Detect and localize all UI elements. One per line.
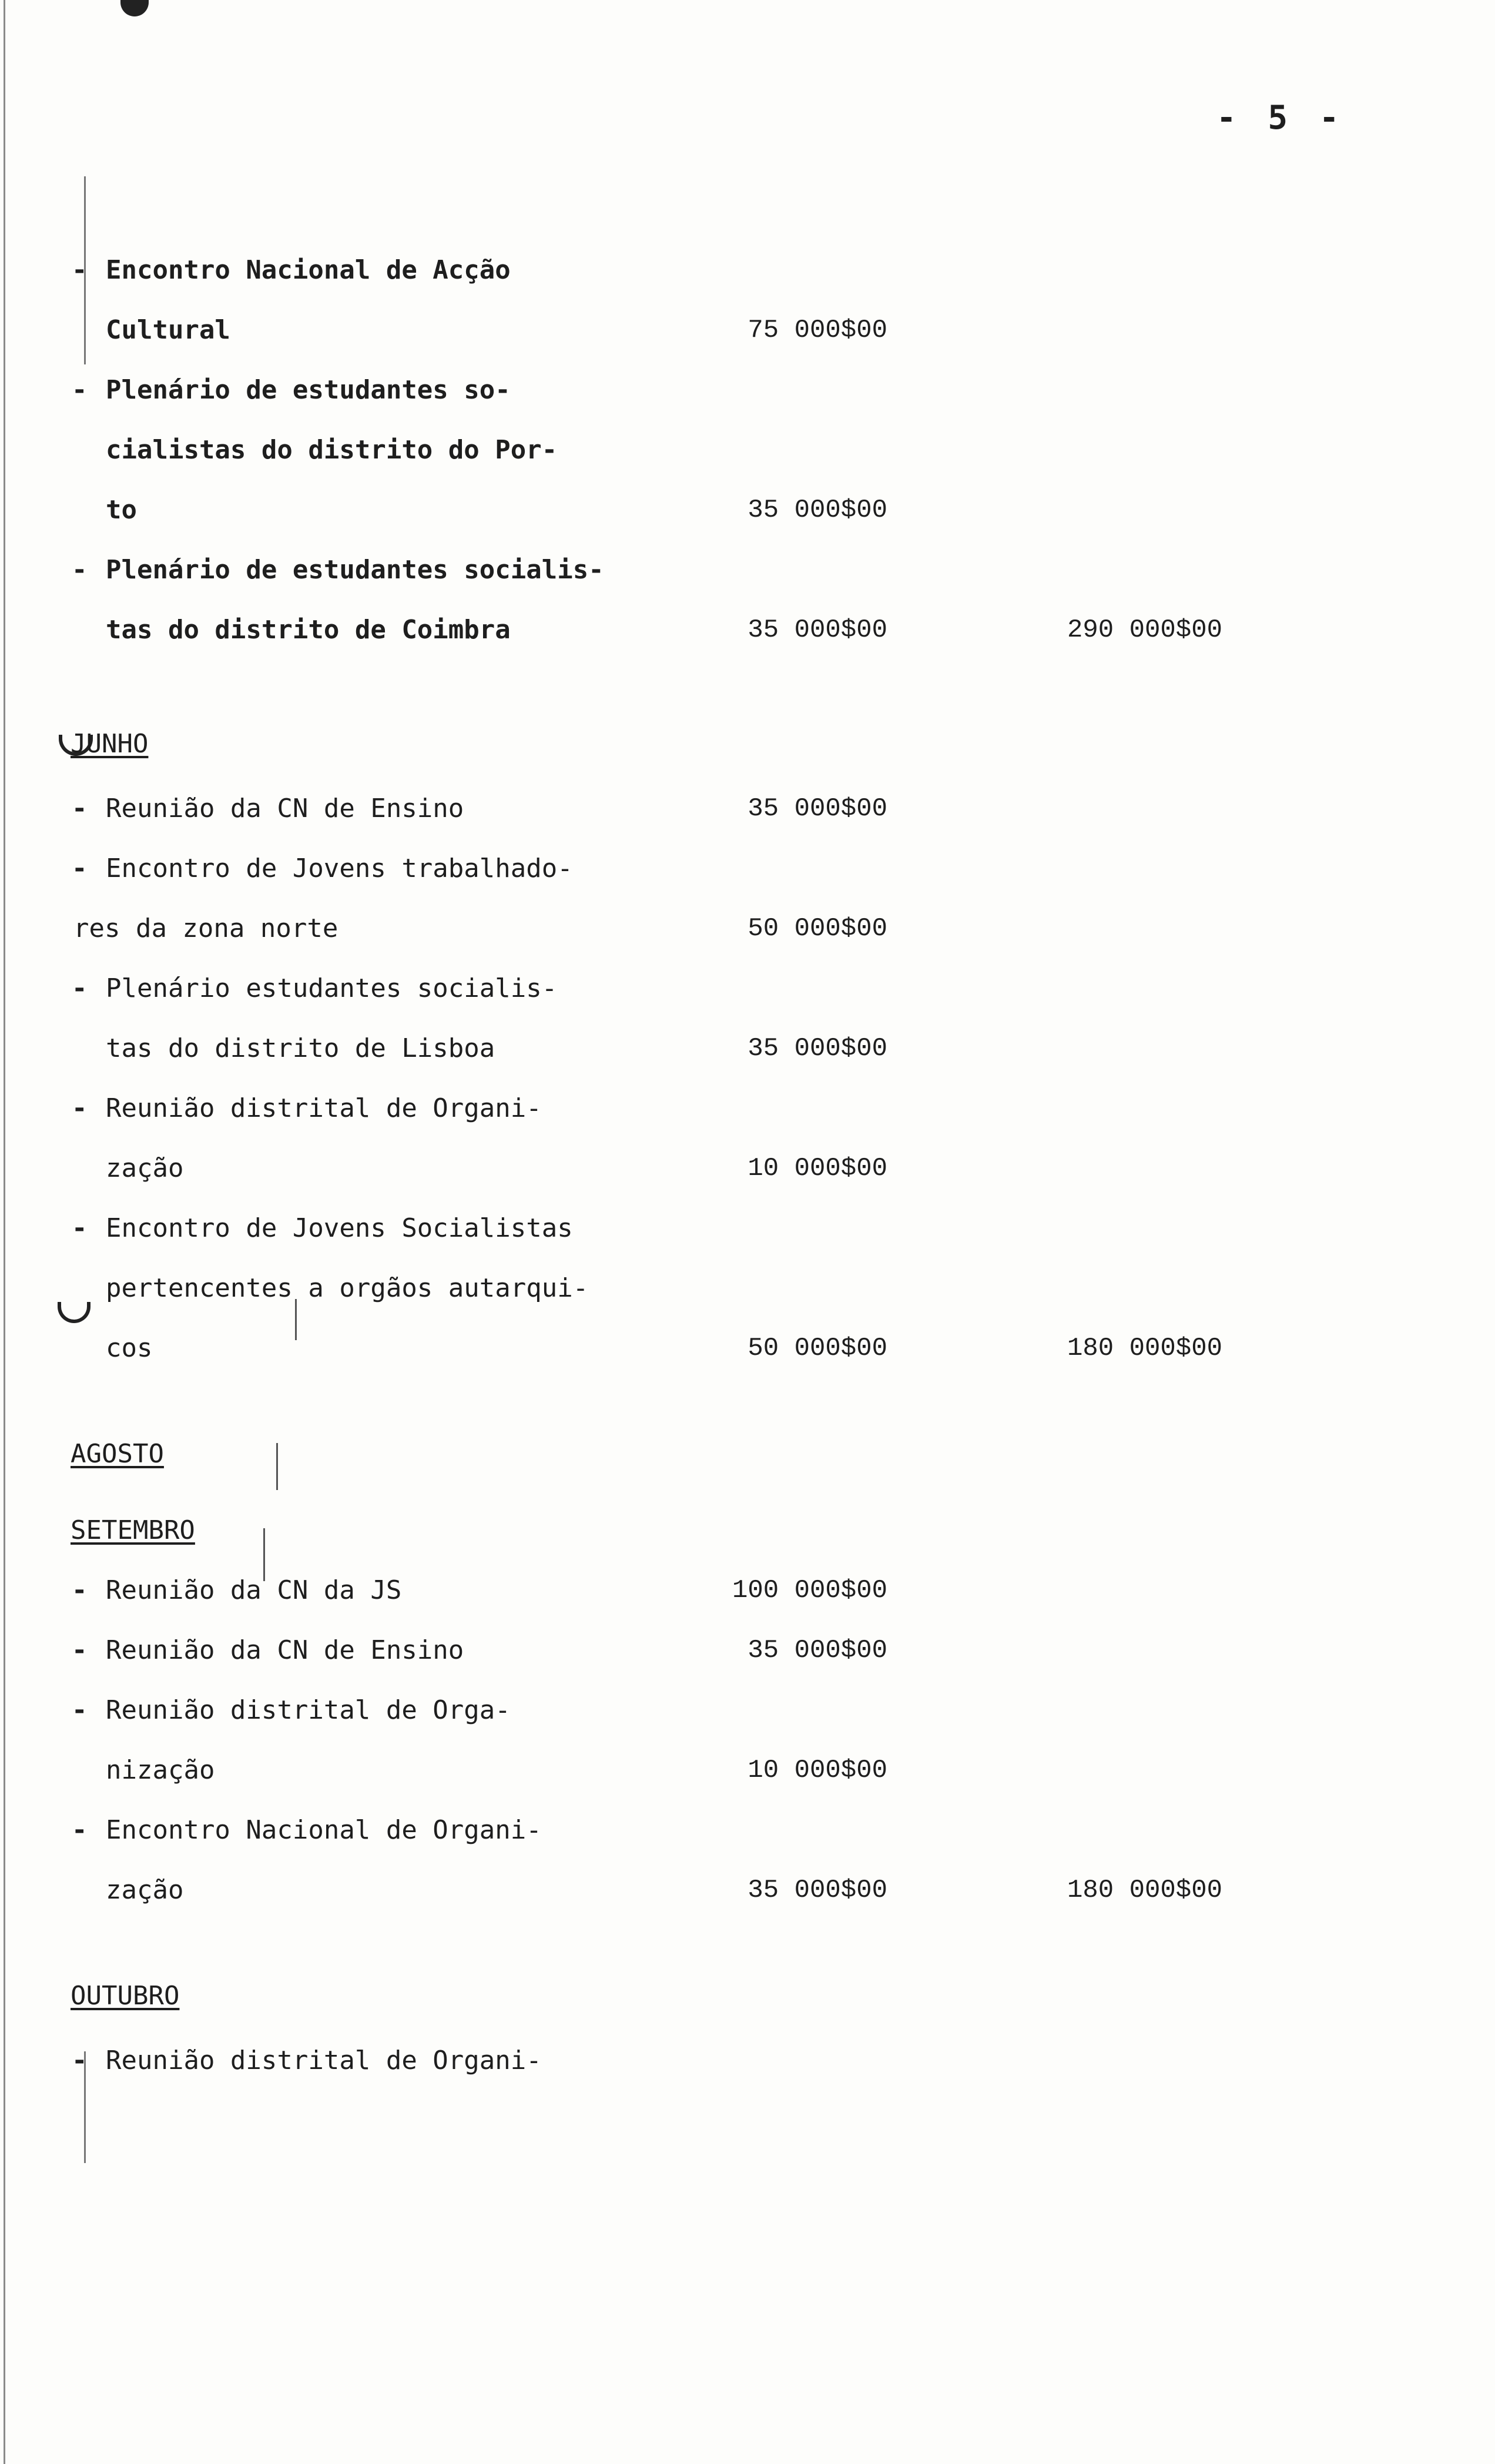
item-line: Encontro Nacional de Acção [106,255,511,285]
item-line: zação [106,1875,184,1905]
item-line: cialistas do distrito do Por- [106,435,558,465]
item-line: Reunião da CN de Ensino [106,794,464,823]
bullet-dash: - [72,1635,88,1665]
left-margin-edge [4,0,5,2464]
item-amount: 75 000$00 [748,316,887,345]
item-line: nização [106,1755,215,1785]
item-amount: 10 000$00 [748,1756,887,1785]
item-line: Encontro Nacional de Organi- [106,1815,542,1845]
item-amount: 50 000$00 [748,914,887,943]
bullet-dash: - [72,255,88,285]
item-amount: 35 000$00 [748,1876,887,1905]
bullet-dash: - [72,555,88,585]
scan-mark-agosto [276,1443,278,1490]
item-line: to [106,495,137,525]
bullet-dash: - [72,973,88,1003]
item-line: tas do distrito de Coimbra [106,615,511,645]
month-heading-agosto: AGOSTO [71,1439,164,1469]
month-heading-outubro: OUTUBRO [71,1981,180,2011]
item-amount: 35 000$00 [748,615,887,645]
item-line: Reunião distrital de Orga- [106,1695,511,1725]
section-total: 180 000$00 [1067,1334,1222,1363]
bullet-dash: - [72,1815,88,1845]
section-total: 290 000$00 [1067,615,1222,645]
bullet-dash: - [72,375,88,405]
section-total: 180 000$00 [1067,1876,1222,1905]
item-line: Reunião da CN da JS [106,1575,402,1605]
bullet-dash: - [72,794,88,823]
item-line: Encontro de Jovens Socialistas [106,1213,573,1243]
item-line: Reunião distrital de Organi- [106,2045,542,2075]
item-line: cos [106,1333,153,1363]
item-amount: 35 000$00 [748,1636,887,1665]
item-line: Plenário de estudantes so- [106,375,511,405]
hook-mark-pertencentes [58,1302,90,1323]
month-heading-junho: JUNHO [71,729,149,759]
bullet-dash: - [72,853,88,883]
item-amount: 35 000$00 [748,1034,887,1063]
item-line: Plenário estudantes socialis- [106,973,558,1003]
item-amount: 50 000$00 [748,1334,887,1363]
page-number: - 5 - [1216,99,1345,137]
item-line: res da zona norte [73,913,338,943]
item-amount: 35 000$00 [748,794,887,823]
item-line: tas do distrito de Lisboa [106,1033,495,1063]
item-line: Plenário de estudantes socialis- [106,555,604,585]
item-amount: 10 000$00 [748,1154,887,1183]
item-amount: 35 000$00 [748,496,887,525]
bullet-dash: - [72,1093,88,1123]
bullet-dash: - [72,1213,88,1243]
month-heading-setembro: SETEMBRO [71,1515,195,1545]
item-amount: 100 000$00 [732,1576,887,1605]
bullet-dash: - [72,2045,88,2075]
bullet-dash: - [72,1695,88,1725]
item-line: zação [106,1153,184,1183]
item-line: Reunião da CN de Ensino [106,1635,464,1665]
item-line: Reunião distrital de Organi- [106,1093,542,1123]
item-line: Encontro de Jovens trabalhado- [106,853,573,883]
item-line: pertencentes a orgãos autarqui- [106,1273,589,1303]
item-line: Cultural [106,315,230,345]
bullet-dash: - [72,1575,88,1605]
top-corner-mark [120,0,149,16]
